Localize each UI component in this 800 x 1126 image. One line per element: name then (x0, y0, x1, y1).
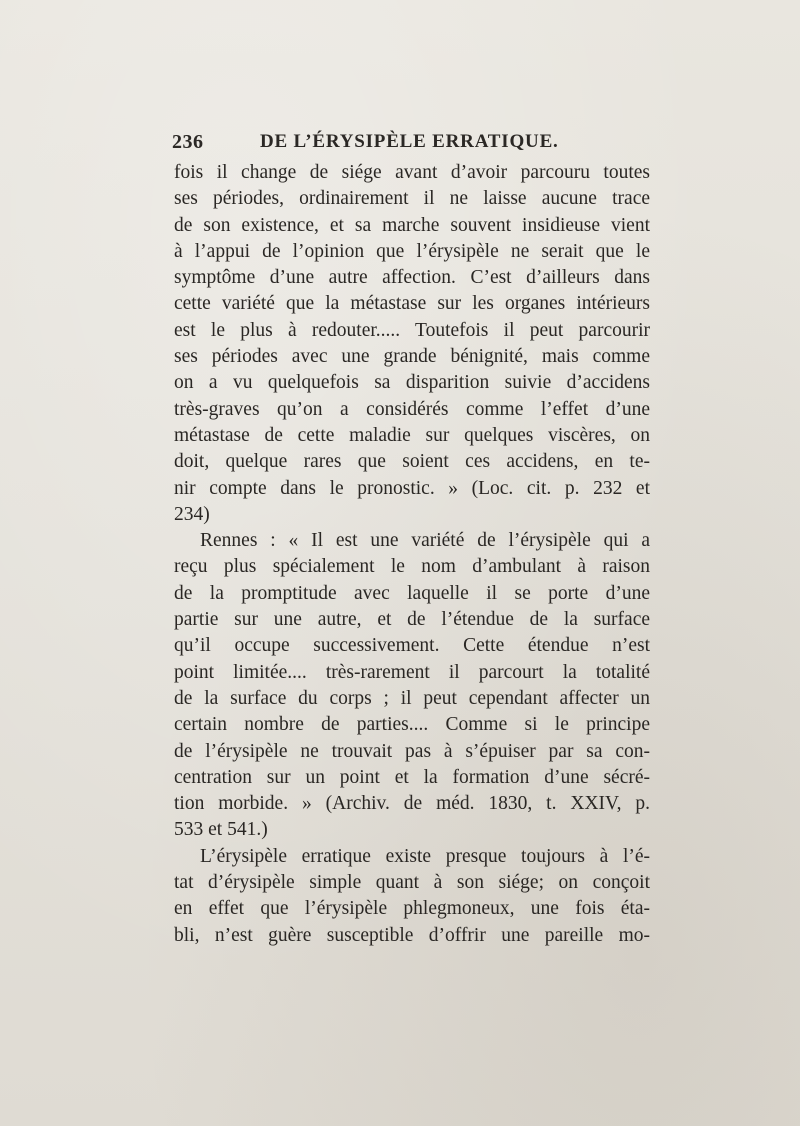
body-text (174, 160, 650, 949)
running-title: DE L’ÉRYSIPÈLE ERRATIQUE. (260, 131, 559, 152)
text-line: à l’appui de l’opinion que l’érysipèle ne serait que le (174, 240, 650, 262)
text-line: en effet que l’érysipèle phlegmoneux, une fois éta- (174, 898, 650, 920)
text-line: tat d’érysipèle simple quant à son siége; on conçoit (174, 872, 650, 894)
text-line: reçu plus spécialement le nom d’ambulant à raison (174, 556, 650, 578)
text-line: de la surface du corps ; il peut cependant affecter un (174, 687, 650, 709)
text-line: nir compte dans le pronostic. » (Loc. cit. p. 232 et (174, 477, 650, 499)
text-line: très-graves qu’on a considérés comme l’effet d’une (174, 398, 650, 420)
page-header (172, 131, 662, 159)
text-line: L’érysipèle erratique existe presque toujours à l’é- (200, 845, 650, 867)
text-line: fois il change de siége avant d’avoir parcouru toutes (174, 162, 650, 183)
text-line: centration sur un point et la formation d’une sécré- (174, 766, 650, 788)
text-line: certain nombre de parties.... Comme si le principe (174, 714, 650, 736)
text-line: partie sur une autre, et de l’étendue de la surface (174, 609, 650, 631)
text-line: 533 et 541.) (174, 819, 268, 841)
page-number: 236 (172, 131, 204, 153)
text-line: on a vu quelquefois sa disparition suivie d’accidens (174, 372, 650, 394)
text-line: est le plus à redouter..... Toutefois il peut parcourir (174, 319, 650, 341)
text-line: 234) (174, 503, 210, 525)
text-line: Rennes : « Il est une variété de l’érysipèle qui a (200, 530, 650, 552)
text-line: qu’il occupe successivement. Cette étendue n’est (174, 635, 650, 657)
text-line: de son existence, et sa marche souvent insidieuse vient (174, 214, 650, 236)
text-line: de la promptitude avec laquelle il se porte d’une (174, 582, 650, 604)
text-line: ses périodes, ordinairement il ne laisse aucune trace (174, 188, 650, 210)
text-line: symptôme d’une autre affection. C’est d’ailleurs dans (174, 267, 650, 289)
text-line: métastase de cette maladie sur quelques viscères, on (174, 424, 650, 446)
text-line: tion morbide. » (Archiv. de méd. 1830, t. XXIV, p. (174, 793, 650, 815)
text-line: cette variété que la métastase sur les organes intérieurs (174, 293, 650, 315)
text-line: ses périodes avec une grande bénignité, mais comme (174, 346, 650, 368)
text-line: de l’érysipèle ne trouvait pas à s’épuiser par sa con- (174, 740, 650, 762)
text-line: doit, quelque rares que soient ces accidens, en te- (174, 451, 650, 473)
text-line: point limitée.... très-rarement il parcourt la totalité (174, 661, 650, 683)
text-line: bli, n’est guère susceptible d’offrir une pareille mo- (174, 924, 650, 946)
